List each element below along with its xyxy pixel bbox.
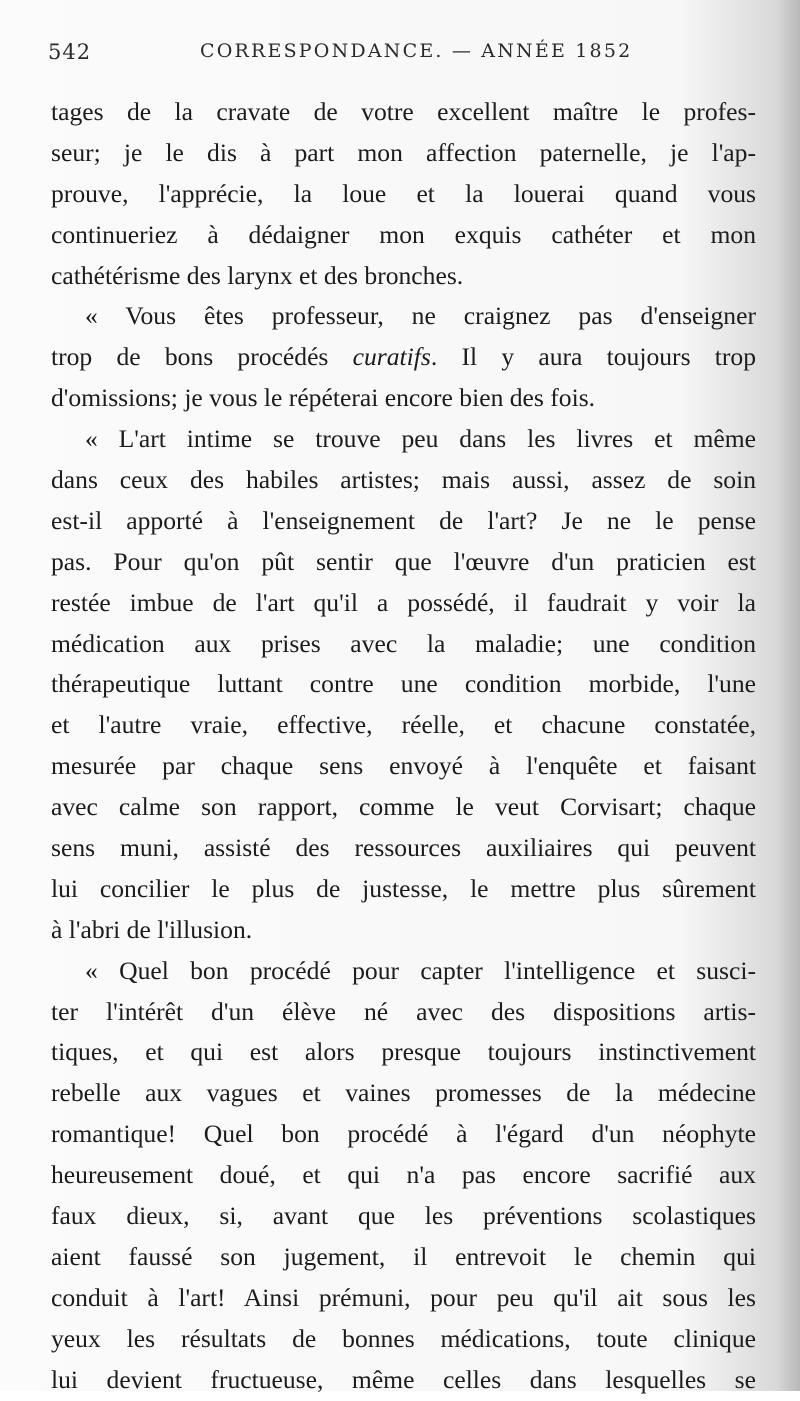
text-line: avec calme son rapport, comme le veut Corvisart; chaque xyxy=(51,792,756,822)
text-line: mesurée par chaque sens envoyé à l'enquête et faisant xyxy=(51,751,756,781)
text-line: à l'abri de l'illusion. xyxy=(51,914,253,944)
italic-word: curatifs xyxy=(352,342,431,372)
text-line: lui devient fructueuse, même celles dans lesquelles se xyxy=(51,1364,756,1394)
text-line: conduit à l'art! Ainsi prémuni, pour peu qu'il ait sous les xyxy=(51,1282,756,1312)
text-line: restée imbue de l'art qu'il a possédé, il faudrait y voir la xyxy=(51,587,756,617)
text-line: « L'art intime se trouve peu dans les livres et même xyxy=(85,424,756,454)
text-line: ter l'intérêt d'un élève né avec des dispositions artis- xyxy=(51,996,756,1026)
text-line: lui concilier le plus de justesse, le mettre plus sûrement xyxy=(51,873,756,903)
text-line: yeux les résultats de bonnes médications, toute clinique xyxy=(51,1323,756,1353)
page-number: 542 xyxy=(48,40,92,64)
text-line-with-italic: trop de bons procédés curatifs. Il y aura toujours trop xyxy=(51,342,756,372)
text-line: est-il apporté à l'enseignement de l'art? Je ne le pense xyxy=(51,505,756,535)
text-line: aient faussé son jugement, il entrevoit le chemin qui xyxy=(51,1241,756,1271)
text-line: cathétérisme des larynx et des bronches. xyxy=(51,260,464,290)
text-line: thérapeutique luttant contre une condition morbide, l'une xyxy=(51,669,756,699)
text-line: dans ceux des habiles artistes; mais aussi, assez de soin xyxy=(51,465,756,495)
page-header xyxy=(48,40,748,74)
text-line: tiques, et qui est alors presque toujours instinctivement xyxy=(51,1037,756,1067)
text-line: médication aux prises avec la maladie; une condition xyxy=(51,628,756,658)
running-head: CORRESPONDANCE. — ANNÉE 1852 xyxy=(200,40,633,62)
text-line: prouve, l'apprécie, la loue et la louerai quand vous xyxy=(51,178,756,208)
text-line: rebelle aux vagues et vaines promesses de la médecine xyxy=(51,1078,756,1108)
text-line: sens muni, assisté des ressources auxiliaires qui peuvent xyxy=(51,833,756,863)
body-text xyxy=(51,92,756,1401)
text-line: romantique! Quel bon procédé à l'égard d'un néophyte xyxy=(51,1119,756,1149)
text-line: faux dieux, si, avant que les préventions scolastiques xyxy=(51,1201,756,1231)
text-line: seur; je le dis à part mon affection paternelle, je l'ap- xyxy=(51,137,756,167)
text-line: « Vous êtes professeur, ne craignez pas d'enseigner xyxy=(85,301,756,331)
text-line: tages de la cravate de votre excellent maître le profes- xyxy=(51,97,756,126)
text-line: « Quel bon procédé pour capter l'intelligence et susci- xyxy=(85,955,756,985)
text-line: d'omissions; je vous le répéterai encore bien des fois. xyxy=(51,383,596,413)
text-line: continueriez à dédaigner mon exquis cathéter et mon xyxy=(51,219,756,249)
text-line: et l'autre vraie, effective, réelle, et chacune constatée, xyxy=(51,710,756,740)
text-line: heureusement doué, et qui n'a pas encore sacrifié aux xyxy=(51,1160,756,1190)
text-line: pas. Pour qu'on pût sentir que l'œuvre d'un praticien est xyxy=(51,546,756,576)
